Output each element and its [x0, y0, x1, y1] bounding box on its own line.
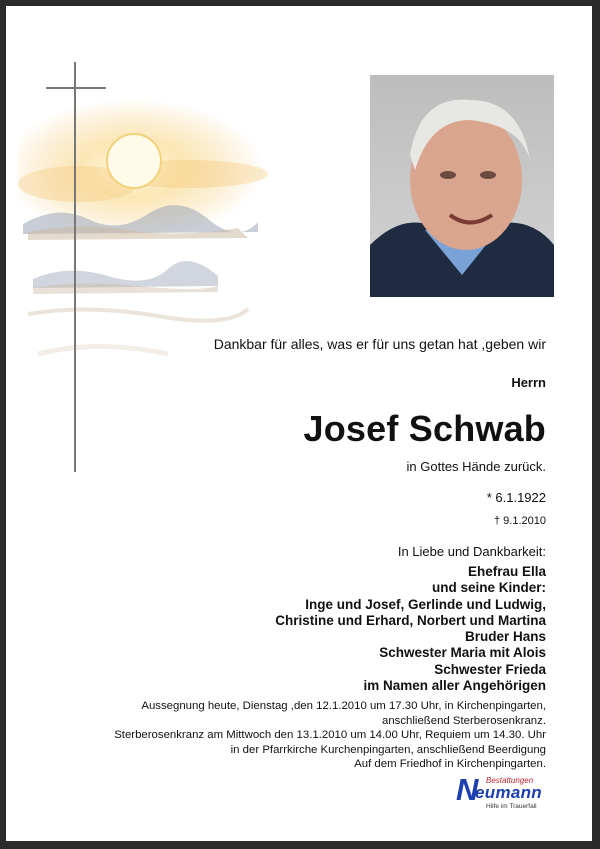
logo-name: eumann: [475, 783, 542, 802]
liebe-line: In Liebe und Dankbarkeit:: [397, 544, 546, 559]
service-line: Auf dem Friedhof in Kirchenpingarten.: [354, 758, 546, 771]
logo-slogan: Hilfe im Trauerfall: [486, 803, 537, 810]
service-line: in der Pfarrkirche Kurchenpingarten, anschließend Beerdigung: [230, 743, 546, 756]
thanks-line: Dankbar für alles, was er für uns getan hat ,geben wir: [213, 336, 546, 352]
family-line: und seine Kinder:: [431, 580, 546, 596]
logo-initial: N: [456, 772, 479, 807]
family-line: im Namen aller Angehörigen: [363, 678, 546, 694]
family-line: Schwester Maria mit Alois: [379, 645, 546, 661]
death-date: † 9.1.2010: [494, 515, 546, 527]
family-line: Bruder Hans: [464, 629, 546, 645]
service-line: Aussegnung heute, Dienstag ,den 12.1.2010 um 17.30 Uhr, in Kirchenpingarten,: [141, 700, 546, 712]
family-line: Ehefrau Ella: [467, 564, 546, 579]
portrait-photo: [370, 75, 554, 297]
birth-date: * 6.1.1922: [486, 490, 546, 505]
service-line: anschließend Sterberosenkranz.: [382, 714, 546, 727]
salutation: Herrn: [511, 375, 546, 390]
family-line: Schwester Frieda: [434, 661, 546, 677]
deceased-name: Josef Schwab: [303, 408, 546, 449]
family-list: [275, 564, 546, 694]
service-line: Sterberosenkranz am Mittwoch den 13.1.2010 um 14.00 Uhr, Requiem um 14.30. Uhr: [114, 729, 546, 742]
sunset-landscape-icon: [18, 54, 298, 484]
neumann-logo: [456, 774, 561, 814]
service-details: [114, 699, 546, 772]
family-line: Christine und Erhard, Norbert und Martina: [275, 612, 546, 628]
family-line: Inge und Josef, Gerlinde und Ludwig,: [305, 596, 546, 612]
gottes-line: in Gottes Hände zurück.: [406, 459, 546, 474]
logo-top-text: Bestattungen: [486, 776, 534, 785]
